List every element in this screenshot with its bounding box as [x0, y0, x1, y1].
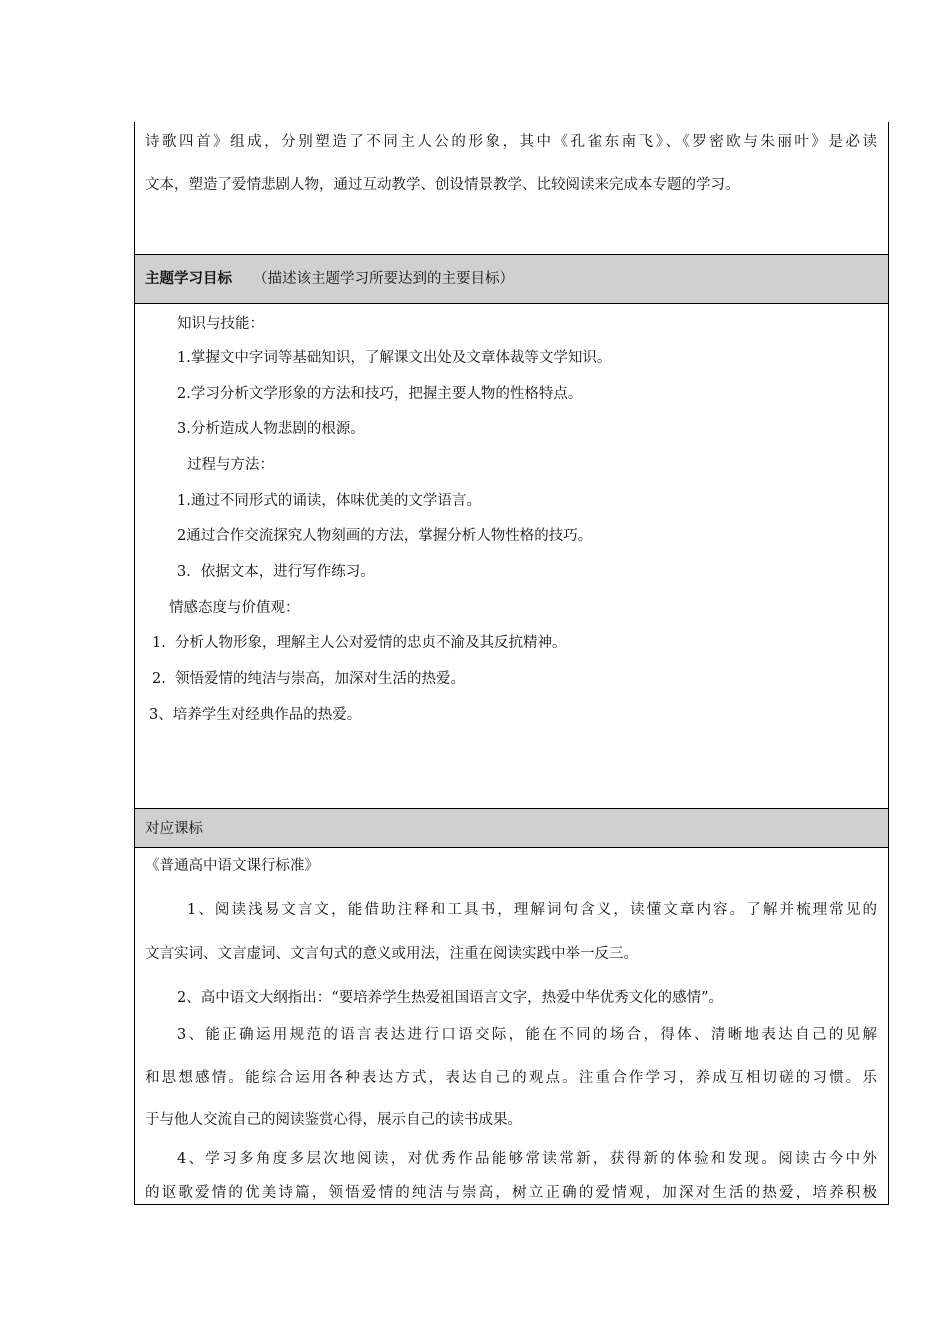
- standards-doc-title: 《普通高中语文课行标准》: [145, 858, 319, 874]
- standard-4-line-1: 4、学习多角度多层次地阅读，对优秀作品能够常读常新，获得新的体验和发现。阅读古今中外: [177, 1151, 877, 1167]
- standard-4-line-2: 的讴歌爱情的优美诗篇，领悟爱情的纯洁与崇高，树立正确的爱情观，加深对生活的热爱，培养积极: [145, 1185, 877, 1201]
- process-item-3: 3．依据文本，进行写作练习。: [177, 564, 375, 580]
- standard-3-line-2: 和思想感情。能综合运用各种表达方式，表达自己的观点。注重合作学习，养成互相切磋的习惯。乐: [145, 1070, 877, 1086]
- standard-1-line-2: 文言实词、文言虚词、文言句式的意义或用法，注重在阅读实践中举一反三。: [145, 946, 638, 962]
- goals-description: （描述该主题学习所要达到的主要目标）: [253, 271, 514, 287]
- emotion-item-2: 2. 领悟爱情的纯洁与崇高，加深对生活的热爱。: [152, 671, 466, 687]
- standard-3-line-3: 于与他人交流自己的阅读鉴赏心得，展示自己的读书成果。: [145, 1112, 522, 1128]
- emotion-item-3: 3、培养学生对经典作品的热爱。: [149, 707, 362, 723]
- emotion-item-1: 1. 分析人物形象，理解主人公对爱情的忠贞不渝及其反抗精神。: [152, 635, 567, 651]
- goals-header: [135, 254, 888, 304]
- goals-cell: [135, 304, 888, 808]
- standards-title: 对应课标: [145, 821, 203, 837]
- intro-line-1: 诗歌四首》组成，分别塑造了不同主人公的形象，其中《孔雀东南飞》、《罗密欧与朱丽叶》是必读: [145, 134, 877, 150]
- standards-header: [135, 808, 888, 848]
- process-item-2: 2通过合作交流探究人物刻画的方法，掌握分析人物性格的技巧。: [177, 528, 593, 544]
- process-item-1: 1.通过不同形式的诵读，体味优美的文学语言。: [177, 493, 481, 509]
- emotion-heading: 情感态度与价值观：: [169, 600, 300, 616]
- intro-line-2: 文本，塑造了爱情悲剧人物，通过互动教学、创设情景教学、比较阅读来完成本专题的学习。: [145, 177, 740, 193]
- intro-cell: [135, 122, 888, 255]
- knowledge-heading: 知识与技能：: [177, 316, 264, 332]
- standard-2: 2、高中语文大纲指出：“要培养学生热爱祖国语言文字，热爱中华优秀文化的感情”。: [177, 990, 724, 1006]
- process-heading: 过程与方法：: [187, 457, 274, 473]
- goals-title: 主题学习目标: [145, 270, 232, 287]
- lesson-plan-table: [134, 122, 889, 1205]
- standard-3-line-1: 3、能正确运用规范的语言表达进行口语交际，能在不同的场合，得体、清晰地表达自己的见解: [177, 1027, 877, 1043]
- knowledge-item-3: 3.分析造成人物悲剧的根源。: [177, 421, 365, 437]
- standards-cell: [135, 848, 888, 1204]
- knowledge-item-1: 1.掌握文中字词等基础知识，了解课文出处及文章体裁等文学知识。: [177, 350, 612, 366]
- standard-1-line-1: 1、阅读浅易文言文，能借助注释和工具书，理解词句含义，读懂文章内容。了解并梳理常见的: [187, 902, 877, 918]
- knowledge-item-2: 2.学习分析文学形象的方法和技巧，把握主要人物的性格特点。: [177, 386, 583, 402]
